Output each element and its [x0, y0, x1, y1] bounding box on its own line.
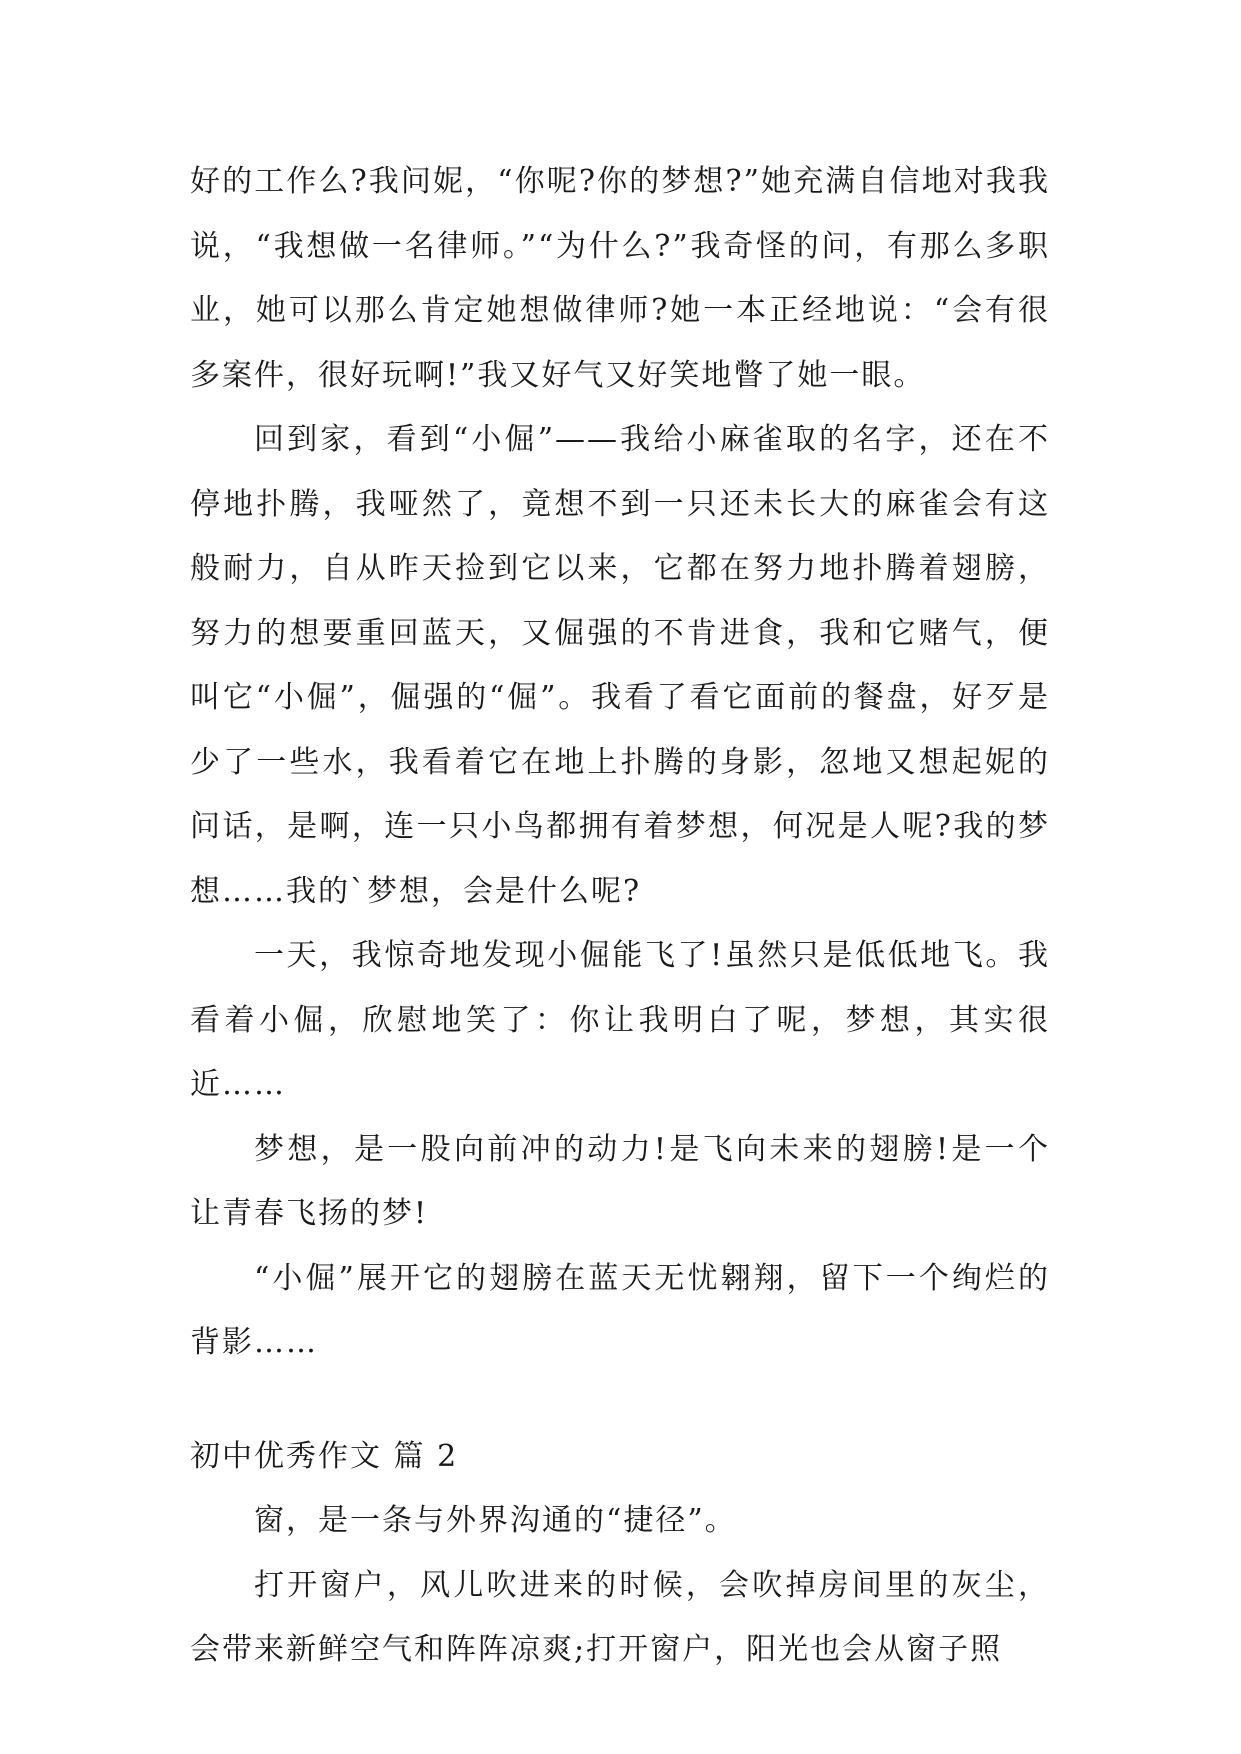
- paragraph: 打开窗户，风儿吹进来的时候，会吹掉房间里的灰尘，会带来新鲜空气和阵阵凉爽;打开窗户，阳光也会从窗子照: [190, 1567, 1050, 1667]
- paragraph: “小倔”展开它的翅膀在蓝天无忧翱翔，留下一个绚烂的背影……: [190, 1260, 1050, 1360]
- paragraph: 窗，是一条与外界沟通的“捷径”。: [254, 1503, 737, 1538]
- paragraph: 回到家，看到“小倔”——我给小麻雀取的名字，还在不停地扑腾，我哑然了，竟想不到一只还未长大的麻雀会有这般耐力，自从昨天捡到它以来，它都在努力地扑腾着翅膀，努力的想要重回蓝天，又倔强的不肯进食，我和它赌气，便叫它“小倔”，倔强的“倔”。我看了看它面前的餐盘，好歹是少了一些水，我看着它在地上扑腾的身影，忽地又想起妮的问话，是啊，连一只小鸟都拥有着梦想，何况是人呢?我的梦想……我的`梦想，会是什么呢?: [190, 422, 1050, 909]
- section-title: 初中优秀作文 篇 2: [190, 1438, 459, 1474]
- paragraph: 梦想，是一股向前冲的动力!是飞向未来的翅膀!是一个让青春飞扬的梦!: [190, 1131, 1050, 1231]
- paragraph: 一天，我惊奇地发现小倔能飞了!虽然只是低低地飞。我看着小倔，欣慰地笑了：你让我明白了呢，梦想，其实很近……: [190, 938, 1050, 1102]
- paragraph: 好的工作么?我问妮，“你呢?你的梦想?”她充满自信地对我我说，“我想做一名律师。”“为什么?”我奇怪的问，有那么多职业，她可以那么肯定她想做律师?她一本正经地说：“会有很多案件，很好玩啊!”我又好气又好笑地瞥了她一眼。: [190, 164, 1050, 393]
- document-page: [190, 150, 1050, 1683]
